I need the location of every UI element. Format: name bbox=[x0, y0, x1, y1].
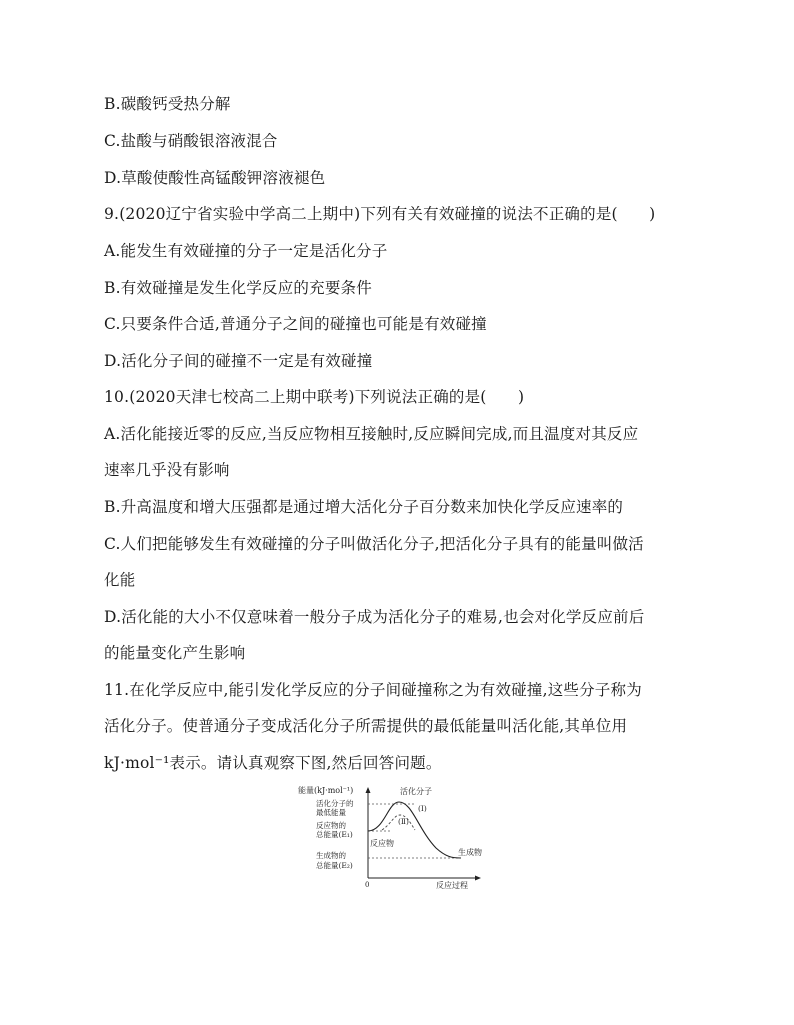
y-axis-arrow bbox=[366, 787, 371, 793]
option-10d-line1: D.活化能的大小不仅意味着一般分子成为活化分子的难易,也会对化学反应前后 bbox=[104, 608, 645, 626]
option-8d: D.草酸使酸性高锰酸钾溶液褪色 bbox=[104, 169, 326, 187]
min-energy-label-1: 活化分子的 bbox=[316, 799, 354, 808]
option-10a-line2: 速率几乎没有影响 bbox=[104, 461, 230, 479]
min-energy-label-2: 最低能量 bbox=[316, 808, 346, 817]
product-total-label-2: 总能量(E₂) bbox=[316, 861, 353, 870]
option-9b: B.有效碰撞是发生化学反应的充要条件 bbox=[104, 279, 372, 297]
x-axis-arrow bbox=[475, 876, 481, 881]
curve-2-label: (Ⅱ) bbox=[398, 817, 409, 826]
origin-label: 0 bbox=[365, 881, 370, 889]
reactant-label: 反应物 bbox=[370, 839, 394, 848]
option-9d: D.活化分子间的碰撞不一定是有效碰撞 bbox=[104, 352, 373, 370]
option-9c: C.只要条件合适,普通分子之间的碰撞也可能是有效碰撞 bbox=[104, 315, 487, 333]
energy-diagram bbox=[296, 784, 496, 894]
option-10b: B.升高温度和增大压强都是通过增大活化分子百分数来加快化学反应速率的 bbox=[104, 498, 624, 516]
reactant-total-label-2: 总能量(E₁) bbox=[316, 830, 353, 839]
product-label: 生成物 bbox=[458, 848, 482, 857]
option-10c-line2: 化能 bbox=[104, 571, 136, 589]
reactant-total-label-1: 反应物的 bbox=[316, 821, 346, 830]
option-10c-line1: C.人们把能够发生有效碰撞的分子叫做活化分子,把活化分子具有的能量叫做活 bbox=[104, 535, 644, 553]
option-8c: C.盐酸与硝酸银溶液混合 bbox=[104, 132, 278, 150]
activated-molecule-label: 活化分子 bbox=[400, 787, 432, 796]
option-9a: A.能发生有效碰撞的分子一定是活化分子 bbox=[104, 242, 388, 260]
curve-1-label: (Ⅰ) bbox=[418, 804, 427, 813]
question-11-line2: 活化分子。使普通分子变成活化分子所需提供的最低能量叫活化能,其单位用 bbox=[104, 717, 628, 735]
x-axis-label: 反应过程 bbox=[436, 881, 468, 890]
option-8b: B.碳酸钙受热分解 bbox=[104, 95, 231, 113]
option-10d-line2: 的能量变化产生影响 bbox=[104, 644, 246, 662]
option-10a-line1: A.活化能接近零的反应,当反应物相互接触时,反应瞬间完成,而且温度对其反应 bbox=[104, 425, 639, 443]
question-11-line3: kJ·mol⁻¹表示。请认真观察下图,然后回答问题。 bbox=[104, 754, 442, 772]
question-10-stem: 10.(2020天津七校高二上期中联考)下列说法正确的是( ) bbox=[104, 388, 525, 406]
product-total-label-1: 生成物的 bbox=[316, 851, 346, 860]
y-axis-label: 能量(kJ·mol⁻¹) bbox=[298, 786, 354, 795]
question-9-stem: 9.(2020辽宁省实验中学高二上期中)下列有关有效碰撞的说法不正确的是( ) bbox=[104, 205, 656, 223]
question-11-line1: 11.在化学反应中,能引发化学反应的分子间碰撞称之为有效碰撞,这些分子称为 bbox=[104, 681, 642, 699]
